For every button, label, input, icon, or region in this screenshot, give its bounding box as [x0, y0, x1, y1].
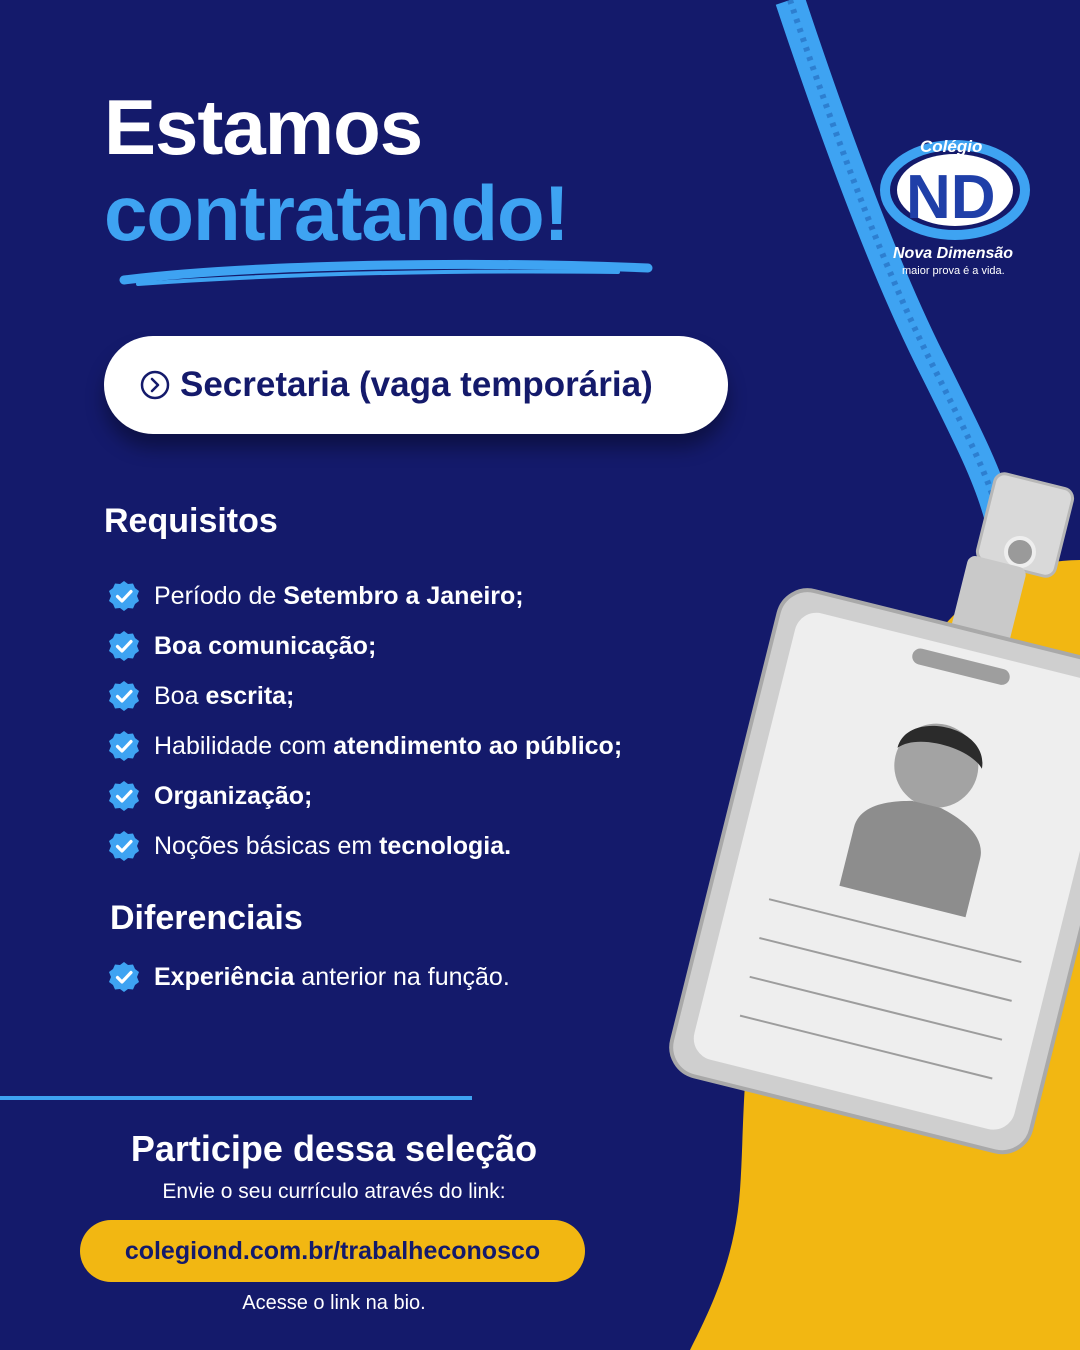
differential-item-post: anterior na função.: [294, 962, 510, 991]
requirement-item-text: [154, 632, 376, 661]
requirement-item: [104, 721, 622, 771]
check-badge-icon: [108, 780, 140, 812]
requirement-item: [104, 821, 622, 871]
svg-text:ND: ND: [906, 163, 996, 232]
requirement-item-pre: Habilidade com: [154, 731, 334, 760]
id-badge: [665, 584, 1080, 1159]
job-title: Secretaria (vaga temporária): [180, 365, 653, 404]
requirement-item: [104, 571, 622, 621]
requirement-item-text: [154, 582, 524, 611]
requirement-item-pre: Boa: [154, 681, 206, 710]
brush-underline: [118, 258, 658, 292]
cta-title: Participe dessa seleção: [130, 1128, 538, 1169]
chevron-right-circle-icon: [140, 370, 170, 400]
differential-item-bold: Experiência: [154, 962, 295, 991]
requirement-item-text: [154, 682, 294, 711]
requirement-item: [104, 771, 622, 821]
headline-line2: contratando!: [104, 169, 569, 257]
headline: [104, 83, 569, 257]
requirement-item-text: [154, 732, 622, 761]
differential-item-text: [154, 963, 510, 992]
requirement-item-pre: Noções básicas em: [154, 831, 380, 860]
check-badge-icon: [108, 961, 140, 993]
requirements-list: [104, 571, 622, 871]
differential-item: [104, 952, 510, 1002]
requirement-item-bold: tecnologia.: [379, 831, 512, 860]
requirement-item: [104, 621, 622, 671]
check-badge-icon: [108, 680, 140, 712]
requirements-title: Requisitos: [104, 502, 278, 540]
requirement-item-bold: Organização;: [154, 781, 313, 810]
requirement-item-pre: Período de: [154, 581, 284, 610]
logo-name: Nova Dimensão: [893, 245, 1014, 262]
job-title-pill: [104, 336, 728, 434]
check-badge-icon: [108, 730, 140, 762]
requirement-item-text: [154, 832, 511, 861]
requirement-item: [104, 671, 622, 721]
requirement-item-bold: atendimento ao público;: [333, 731, 623, 760]
check-badge-icon: [108, 580, 140, 612]
differentials-list: [104, 952, 510, 1002]
careers-link[interactable]: colegiond.com.br/trabalheconosco: [80, 1220, 585, 1282]
divider: [0, 1096, 472, 1100]
requirement-item-bold: escrita;: [205, 681, 295, 710]
requirement-item-text: [154, 782, 312, 811]
svg-text:Colégio: Colégio: [920, 137, 983, 156]
requirement-item-bold: Boa comunicação;: [154, 631, 377, 660]
logo-tagline: maior prova é a vida.: [902, 265, 1005, 277]
differentials-title: Diferenciais: [110, 899, 303, 937]
headline-line1: Estamos: [104, 83, 423, 171]
cta-subtitle: Envie o seu currículo através do link:: [162, 1180, 506, 1203]
check-badge-icon: [108, 630, 140, 662]
check-badge-icon: [108, 830, 140, 862]
bio-note: Acesse o link na bio.: [242, 1292, 426, 1314]
requirement-item-bold: Setembro a Janeiro;: [283, 581, 524, 610]
